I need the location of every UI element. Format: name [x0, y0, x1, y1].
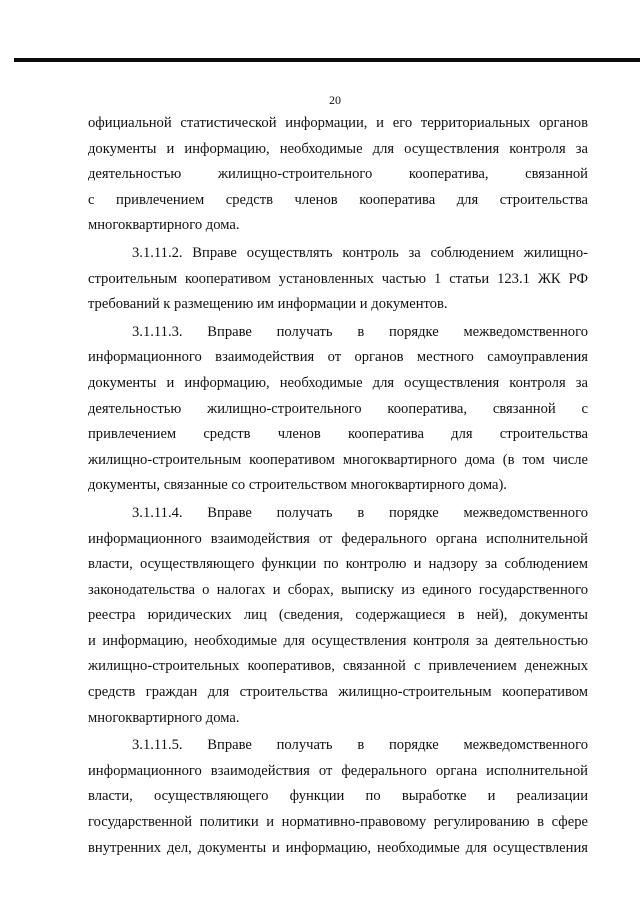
paragraph [88, 501, 588, 731]
text-line: информационного взаимодействия от федерального органа исполнительной [88, 530, 588, 547]
document-body [88, 111, 588, 861]
text-line: документы, связанные со строительством многоквартирного дома). [88, 477, 507, 494]
text-line: жилищно-строительных кооперативов, связанной с привлечением денежных [88, 658, 588, 675]
text-line: 3.1.11.3. Вправе получать в порядке межведомственного [132, 323, 588, 340]
text-line: документы и информацию, необходимые для осуществления контроля за [88, 374, 588, 391]
text-line: информационного взаимодействия от федерального органа исполнительной [88, 762, 588, 779]
text-line: строительным кооперативом установленных частью 1 статьи 123.1 ЖК РФ [88, 270, 588, 287]
text-line: средств граждан для строительства жилищно-строительным кооперативом [88, 684, 588, 701]
text-line: деятельностью жилищно-строительного кооператива, связанной с [88, 400, 588, 417]
text-line: реестра юридических лиц (сведения, содержащиеся в ней), документы [88, 607, 588, 624]
text-line: требований к размещению им информации и документов. [88, 296, 448, 313]
paragraph [88, 733, 588, 861]
text-line: власти, осуществляющего функции по контролю и надзору за соблюдением [88, 556, 588, 573]
text-line: привлечением средств членов кооператива для строительства [88, 426, 588, 443]
text-line: с привлечением средств членов кооператива для строительства [88, 191, 588, 208]
text-line: 3.1.11.4. Вправе получать в порядке межведомственного [132, 504, 588, 521]
text-line: и информацию, необходимые для осуществления контроля за деятельностью [88, 632, 588, 649]
text-line: информационного взаимодействия от органов местного самоуправления [88, 349, 588, 366]
text-line: власти, осуществляющего функции по выработке и реализации [88, 788, 588, 805]
paragraph [88, 241, 588, 318]
text-line: 3.1.11.5. Вправе получать в порядке межведомственного [132, 737, 588, 754]
text-line: документы и информацию, необходимые для осуществления контроля за [88, 140, 588, 157]
text-line: жилищно-строительным кооперативом многоквартирного дома (в том числе [88, 451, 588, 468]
text-line: внутренних дел, документы и информацию, необходимые для осуществления [88, 839, 588, 856]
page-number: 20 [329, 93, 341, 107]
text-line: деятельностью жилищно-строительного кооператива, связанной [88, 166, 588, 183]
text-line: законодательства о налогах и сборах, выписку из единого государственного [88, 581, 588, 598]
paragraph [88, 320, 588, 499]
paragraph [88, 111, 588, 239]
top-border-rule [14, 58, 640, 62]
text-line: 3.1.11.2. Вправе осуществлять контроль за соблюдением жилищно- [132, 244, 588, 261]
text-line: государственной политики и нормативно-правовому регулированию в сфере [88, 814, 588, 831]
text-line: официальной статистической информации, и его территориальных органов [88, 115, 588, 131]
text-line: многоквартирного дома. [88, 217, 240, 234]
text-line: многоквартирного дома. [88, 709, 240, 726]
